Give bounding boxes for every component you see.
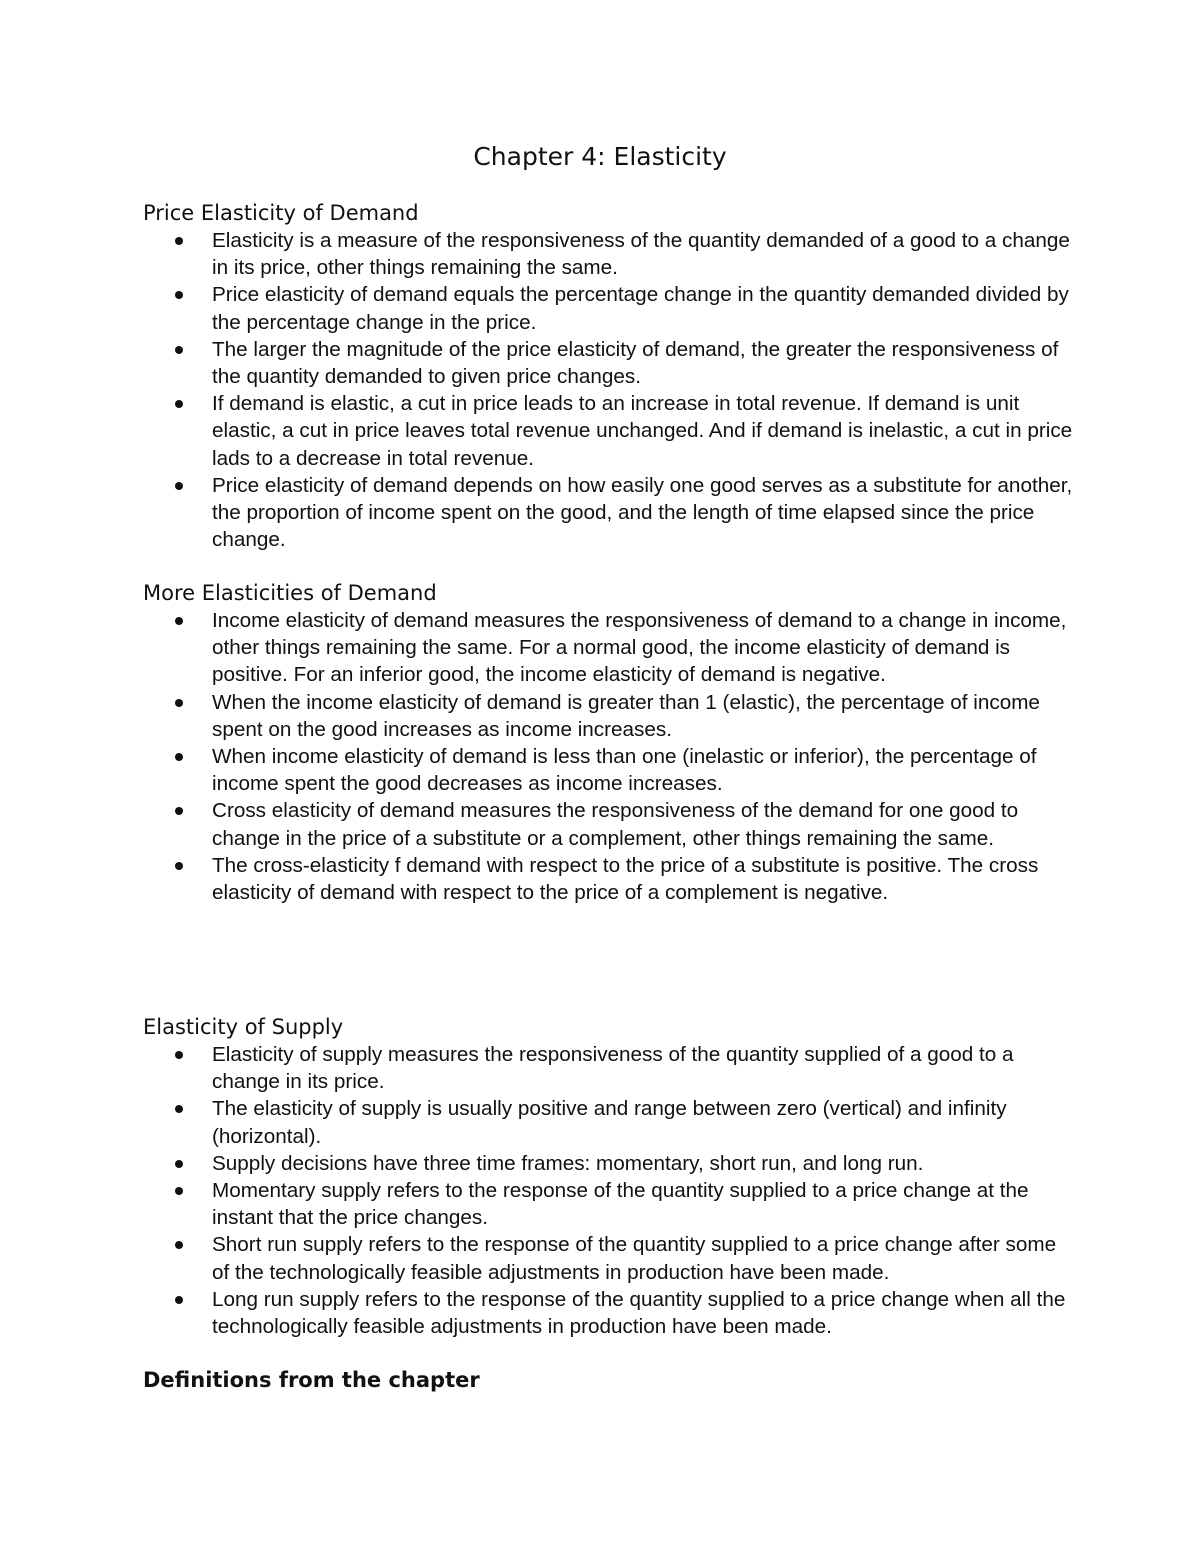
list-item [143,797,1073,851]
list-item-text: When income elasticity of demand is less than one (inelastic or inferior), the percentage of income spent the good decreases as income increases. [212,745,1037,796]
bullet-icon [175,482,183,490]
section-elasticity-of-supply [143,1014,1073,1340]
bullet-icon [175,346,183,354]
bullet-icon [175,699,183,707]
bullet-icon [175,1160,183,1168]
section-definitions-from-the-chapter [143,1367,1073,1394]
list-item [143,390,1073,472]
list-item [143,1286,1073,1340]
bullet-icon [175,291,183,299]
section-price-elasticity-of-demand [143,200,1073,553]
section-heading: Elasticity of Supply [143,1015,344,1039]
bullet-icon [175,862,183,870]
list-item-text: Price elasticity of demand depends on how easily one good serves as a substitute for another, the proportion of income spent on the good, and the length of time elapsed since the price change. [212,473,1073,552]
bullet-list [143,1041,1073,1340]
list-item [143,743,1073,797]
list-item-text: Cross elasticity of demand measures the responsiveness of the demand for one good to change in the price of a substitute or a complement, other things remaining the same. [212,799,1019,850]
list-item-text: Elasticity of supply measures the responsiveness of the quantity supplied of a good to a change in its price. [212,1043,1014,1094]
list-item-text: If demand is elastic, a cut in price leads to an increase in total revenue. If demand is unit elastic, a cut in price leaves total revenue unchanged. And if demand is inelastic, a cut in price lads to a decrease in total revenue. [212,392,1073,470]
list-item [143,1177,1073,1231]
bullet-icon [175,1187,183,1195]
bullet-icon [175,753,183,761]
list-item-text: Short run supply refers to the response of the quantity supplied to a price change after some of the technologically feasible adjustments in production have been made. [212,1233,1057,1284]
bullet-icon [175,807,183,815]
bullet-icon [175,1241,183,1249]
list-item [143,1231,1073,1285]
list-item [143,281,1073,335]
section-heading: Definitions from the chapter [143,1368,480,1392]
list-item [143,689,1073,743]
list-item-text: Price elasticity of demand equals the percentage change in the quantity demanded divided by the percentage change in the price. [212,283,1069,334]
list-item-text: Elasticity is a measure of the responsiveness of the quantity demanded of a good to a change in its price, other things remaining the same. [212,229,1070,280]
page-title: Chapter 4: Elasticity [473,142,727,171]
bullet-list [143,227,1073,553]
list-item-text: Income elasticity of demand measures the responsiveness of demand to a change in income, other things remaining the same. For a normal good, the income elasticity of demand is positive. For an inferior good, the income elasticity of demand is negative. [212,609,1067,687]
bullet-list [143,607,1073,906]
list-item [143,1150,1073,1177]
list-item-text: The elasticity of supply is usually positive and range between zero (vertical) and infinity (horizontal). [212,1097,1007,1148]
section-heading: More Elasticities of Demand [143,581,437,605]
list-item [143,472,1073,554]
section-heading: Price Elasticity of Demand [143,201,419,225]
list-item [143,1041,1073,1095]
list-item-text: The cross-elasticity f demand with respect to the price of a substitute is positive. The cross elasticity of demand with respect to the price of a complement is negative. [212,853,1039,905]
list-item [143,227,1073,281]
list-item [143,1095,1073,1149]
list-item-text: Momentary supply refers to the response of the quantity supplied to a price change at the instant that the price changes. [212,1179,1029,1230]
list-item-text: When the income elasticity of demand is greater than 1 (elastic), the percentage of income spent on the good increases as income increases. [212,690,1040,741]
bullet-icon [175,617,183,625]
bullet-icon [175,400,183,408]
list-item [143,336,1073,390]
list-item-text: The larger the magnitude of the price elasticity of demand, the greater the responsiveness of the quantity demanded to given price changes. [212,337,1059,389]
bullet-icon [175,1051,183,1059]
bullet-icon [175,1296,183,1304]
list-item-text: Supply decisions have three time frames: momentary, short run, and long run. [212,1151,924,1175]
list-item [143,852,1073,906]
list-item [143,607,1073,689]
bullet-icon [175,1105,183,1113]
section-more-elasticities-of-demand [143,580,1073,906]
bullet-icon [175,237,183,245]
list-item-text: Long run supply refers to the response of the quantity supplied to a price change when all the technologically feasible adjustments in production have been made. [212,1287,1066,1339]
